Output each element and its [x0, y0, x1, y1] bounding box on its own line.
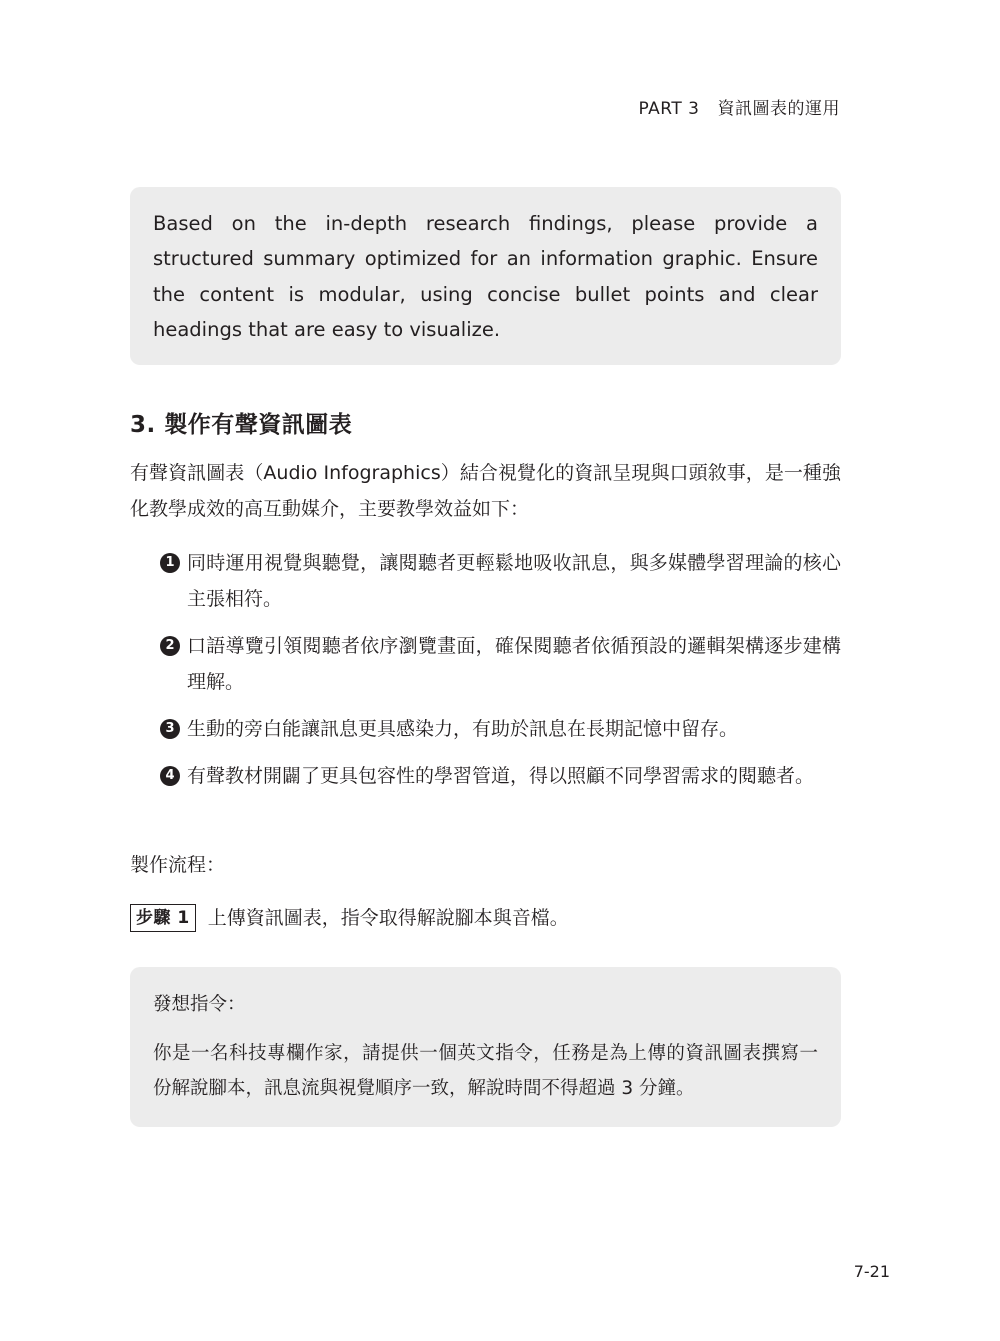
- benefit-item: [130, 758, 841, 794]
- instruction-title: 發想指令：: [153, 994, 246, 1015]
- english-prompt-box: [130, 187, 841, 365]
- running-header: [639, 94, 840, 119]
- benefit-list: [130, 545, 841, 805]
- benefit-text: 生動的旁白能讓訊息更具感染力，有助於訊息在長期記憶中留存。: [187, 718, 739, 740]
- benefit-text: 有聲教材開闢了更具包容性的學習管道，得以照顧不同學習需求的閱聽者。: [187, 765, 815, 787]
- benefit-text: 同時運用視覺與聽覺，讓閱聽者更輕鬆地吸收訊息，與多媒體學習理論的核心主張相符。: [187, 552, 841, 610]
- process-label: 製作流程：: [130, 854, 226, 876]
- number-2-icon: 2: [160, 636, 180, 656]
- step-tag: 步驟 1: [130, 904, 196, 932]
- number-4-icon: 4: [160, 766, 180, 786]
- intro-paragraph: 有聲資訊圖表（Audio Infographics）結合視覺化的資訊呈現與口頭敘事，是一種強化教學成效的高互動媒介，主要教學效益如下：: [130, 462, 841, 520]
- number-1-icon: 1: [160, 553, 180, 573]
- chapter-title: 資訊圖表的運用: [717, 99, 840, 119]
- number-3-icon: 3: [160, 719, 180, 739]
- instruction-body: 你是一名科技專欄作家，請提供一個英文指令，任務是為上傳的資訊圖表撰寫一份解說腳本，訊息流與視覺順序一致，解說時間不得超過 3 分鐘。: [153, 1043, 818, 1099]
- benefit-text: 口語導覽引領閱聽者依序瀏覽畫面，確保閱聽者依循預設的邏輯架構逐步建構理解。: [187, 635, 841, 693]
- english-prompt-text: Based on the in-depth research findings, please provide a structured summary optimized for an information graphic. Ensure the content is modular, using concise bullet points and clear headings that are easy to visualize.: [153, 212, 818, 341]
- benefit-item: [130, 545, 841, 617]
- part-label: PART 3: [638, 99, 700, 119]
- benefit-item: [130, 711, 841, 747]
- section-heading: 3. 製作有聲資訊圖表: [130, 412, 353, 438]
- step-text: 上傳資訊圖表，指令取得解說腳本與音檔。: [207, 907, 569, 929]
- step-row: [130, 902, 569, 934]
- page-number: 7-21: [853, 1262, 890, 1281]
- benefit-item: [130, 628, 841, 700]
- instruction-box: [130, 967, 841, 1127]
